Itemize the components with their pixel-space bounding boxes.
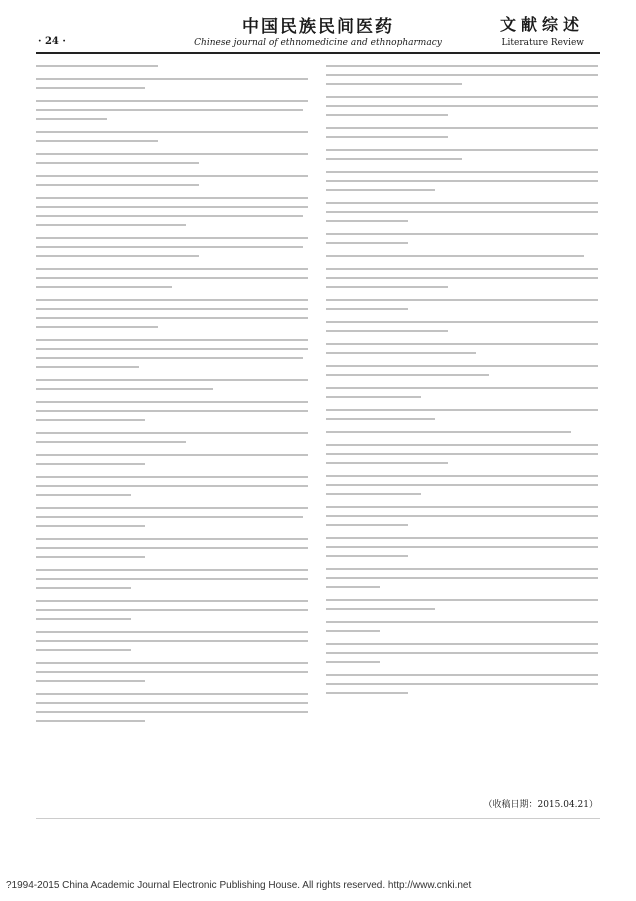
reference-text-line: [326, 692, 408, 694]
reference-text-line: [326, 96, 598, 98]
reference-text-line: [326, 475, 598, 477]
reference-text-line: [36, 578, 308, 580]
page-header: [0, 0, 636, 56]
reference-text-line: [326, 652, 598, 654]
reference-text-line: [326, 506, 598, 508]
reference-text-line: [326, 180, 598, 182]
reference-text-line: [326, 149, 598, 151]
reference-text-line: [36, 357, 303, 359]
reference-text-line: [326, 453, 598, 455]
reference-text-line: [36, 547, 308, 549]
reference-text-line: [36, 215, 303, 217]
reference-text-line: [36, 277, 308, 279]
reference-text-line: [36, 631, 308, 633]
reference-text-line: [326, 643, 598, 645]
reference-text-line: [36, 609, 308, 611]
reference-text-line: [36, 454, 308, 456]
reference-text-line: [36, 600, 308, 602]
reference-text-line: [326, 546, 598, 548]
reference-text-line: [326, 171, 598, 173]
reference-text-line: [326, 268, 598, 270]
reference-text-line: [36, 485, 308, 487]
reference-text-line: [36, 432, 308, 434]
reference-text-line: [36, 720, 145, 722]
reference-text-line: [36, 662, 308, 664]
reference-text-line: [326, 568, 598, 570]
reference-text-line: [36, 197, 308, 199]
reference-text-line: [36, 538, 308, 540]
reference-text-line: [36, 175, 308, 177]
page-number: · 24 ·: [38, 36, 66, 47]
reference-text-line: [326, 515, 598, 517]
reference-text-line: [326, 683, 598, 685]
reference-text-line: [326, 127, 598, 129]
reference-text-line: [36, 569, 308, 571]
section-title-cn: 文献综述: [499, 15, 584, 34]
received-date: （收稿日期：2015.04.21）: [483, 800, 598, 810]
reference-text-line: [36, 702, 308, 704]
reference-text-line: [36, 268, 308, 270]
reference-text-line: [36, 299, 308, 301]
reference-text-line: [36, 379, 308, 381]
footer-rule: [36, 818, 600, 819]
reference-text-line: [326, 277, 598, 279]
reference-text-line: [326, 537, 598, 539]
reference-text-line: [36, 711, 308, 713]
footer-copyright: ?1994-2015 China Academic Journal Electronic Publishing House. All rights reserved. http://www.cnki.net: [6, 880, 472, 891]
reference-text-line: [326, 621, 598, 623]
header-rule: [36, 52, 600, 54]
left-reference-column: [36, 58, 308, 722]
reference-text-line: [36, 100, 308, 102]
reference-text-line: [326, 65, 598, 67]
reference-text-line: [326, 387, 598, 389]
right-reference-column: [326, 58, 598, 694]
reference-text-line: [326, 321, 598, 323]
reference-text-line: [36, 246, 303, 248]
reference-text-line: [326, 233, 598, 235]
reference-text-line: [326, 343, 598, 345]
reference-text-line: [36, 507, 308, 509]
reference-text-line: [36, 339, 308, 341]
reference-text-line: [326, 444, 598, 446]
reference-text-line: [36, 206, 308, 208]
reference-text-line: [36, 516, 303, 518]
reference-text-line: [36, 153, 308, 155]
reference-text-line: [326, 202, 598, 204]
reference-text-line: [36, 109, 303, 111]
reference-text-line: [326, 409, 598, 411]
reference-text-line: [326, 211, 598, 213]
reference-text-line: [326, 599, 598, 601]
reference-text-line: [326, 105, 598, 107]
reference-text-line: [326, 365, 598, 367]
reference-text-line: [36, 131, 308, 133]
reference-text-line: [36, 237, 308, 239]
reference-text-line: [326, 484, 598, 486]
reference-text-line: [36, 308, 308, 310]
reference-text-line: [36, 317, 308, 319]
section-title-en: Literature Review: [501, 38, 584, 48]
journal-title-cn: 中国民族民间医药: [242, 17, 394, 37]
reference-text-line: [326, 299, 598, 301]
reference-text-line: [36, 410, 308, 412]
reference-text-line: [326, 74, 598, 76]
reference-text-line: [36, 640, 308, 642]
reference-text-line: [36, 348, 308, 350]
journal-title-en: Chinese journal of ethnomedicine and ethnopharmacy: [194, 38, 442, 48]
reference-text-line: [36, 78, 308, 80]
reference-text-line: [326, 577, 598, 579]
reference-text-line: [36, 401, 308, 403]
reference-text-line: [36, 693, 308, 695]
reference-text-line: [36, 476, 308, 478]
reference-text-line: [36, 671, 308, 673]
reference-text-line: [326, 674, 598, 676]
